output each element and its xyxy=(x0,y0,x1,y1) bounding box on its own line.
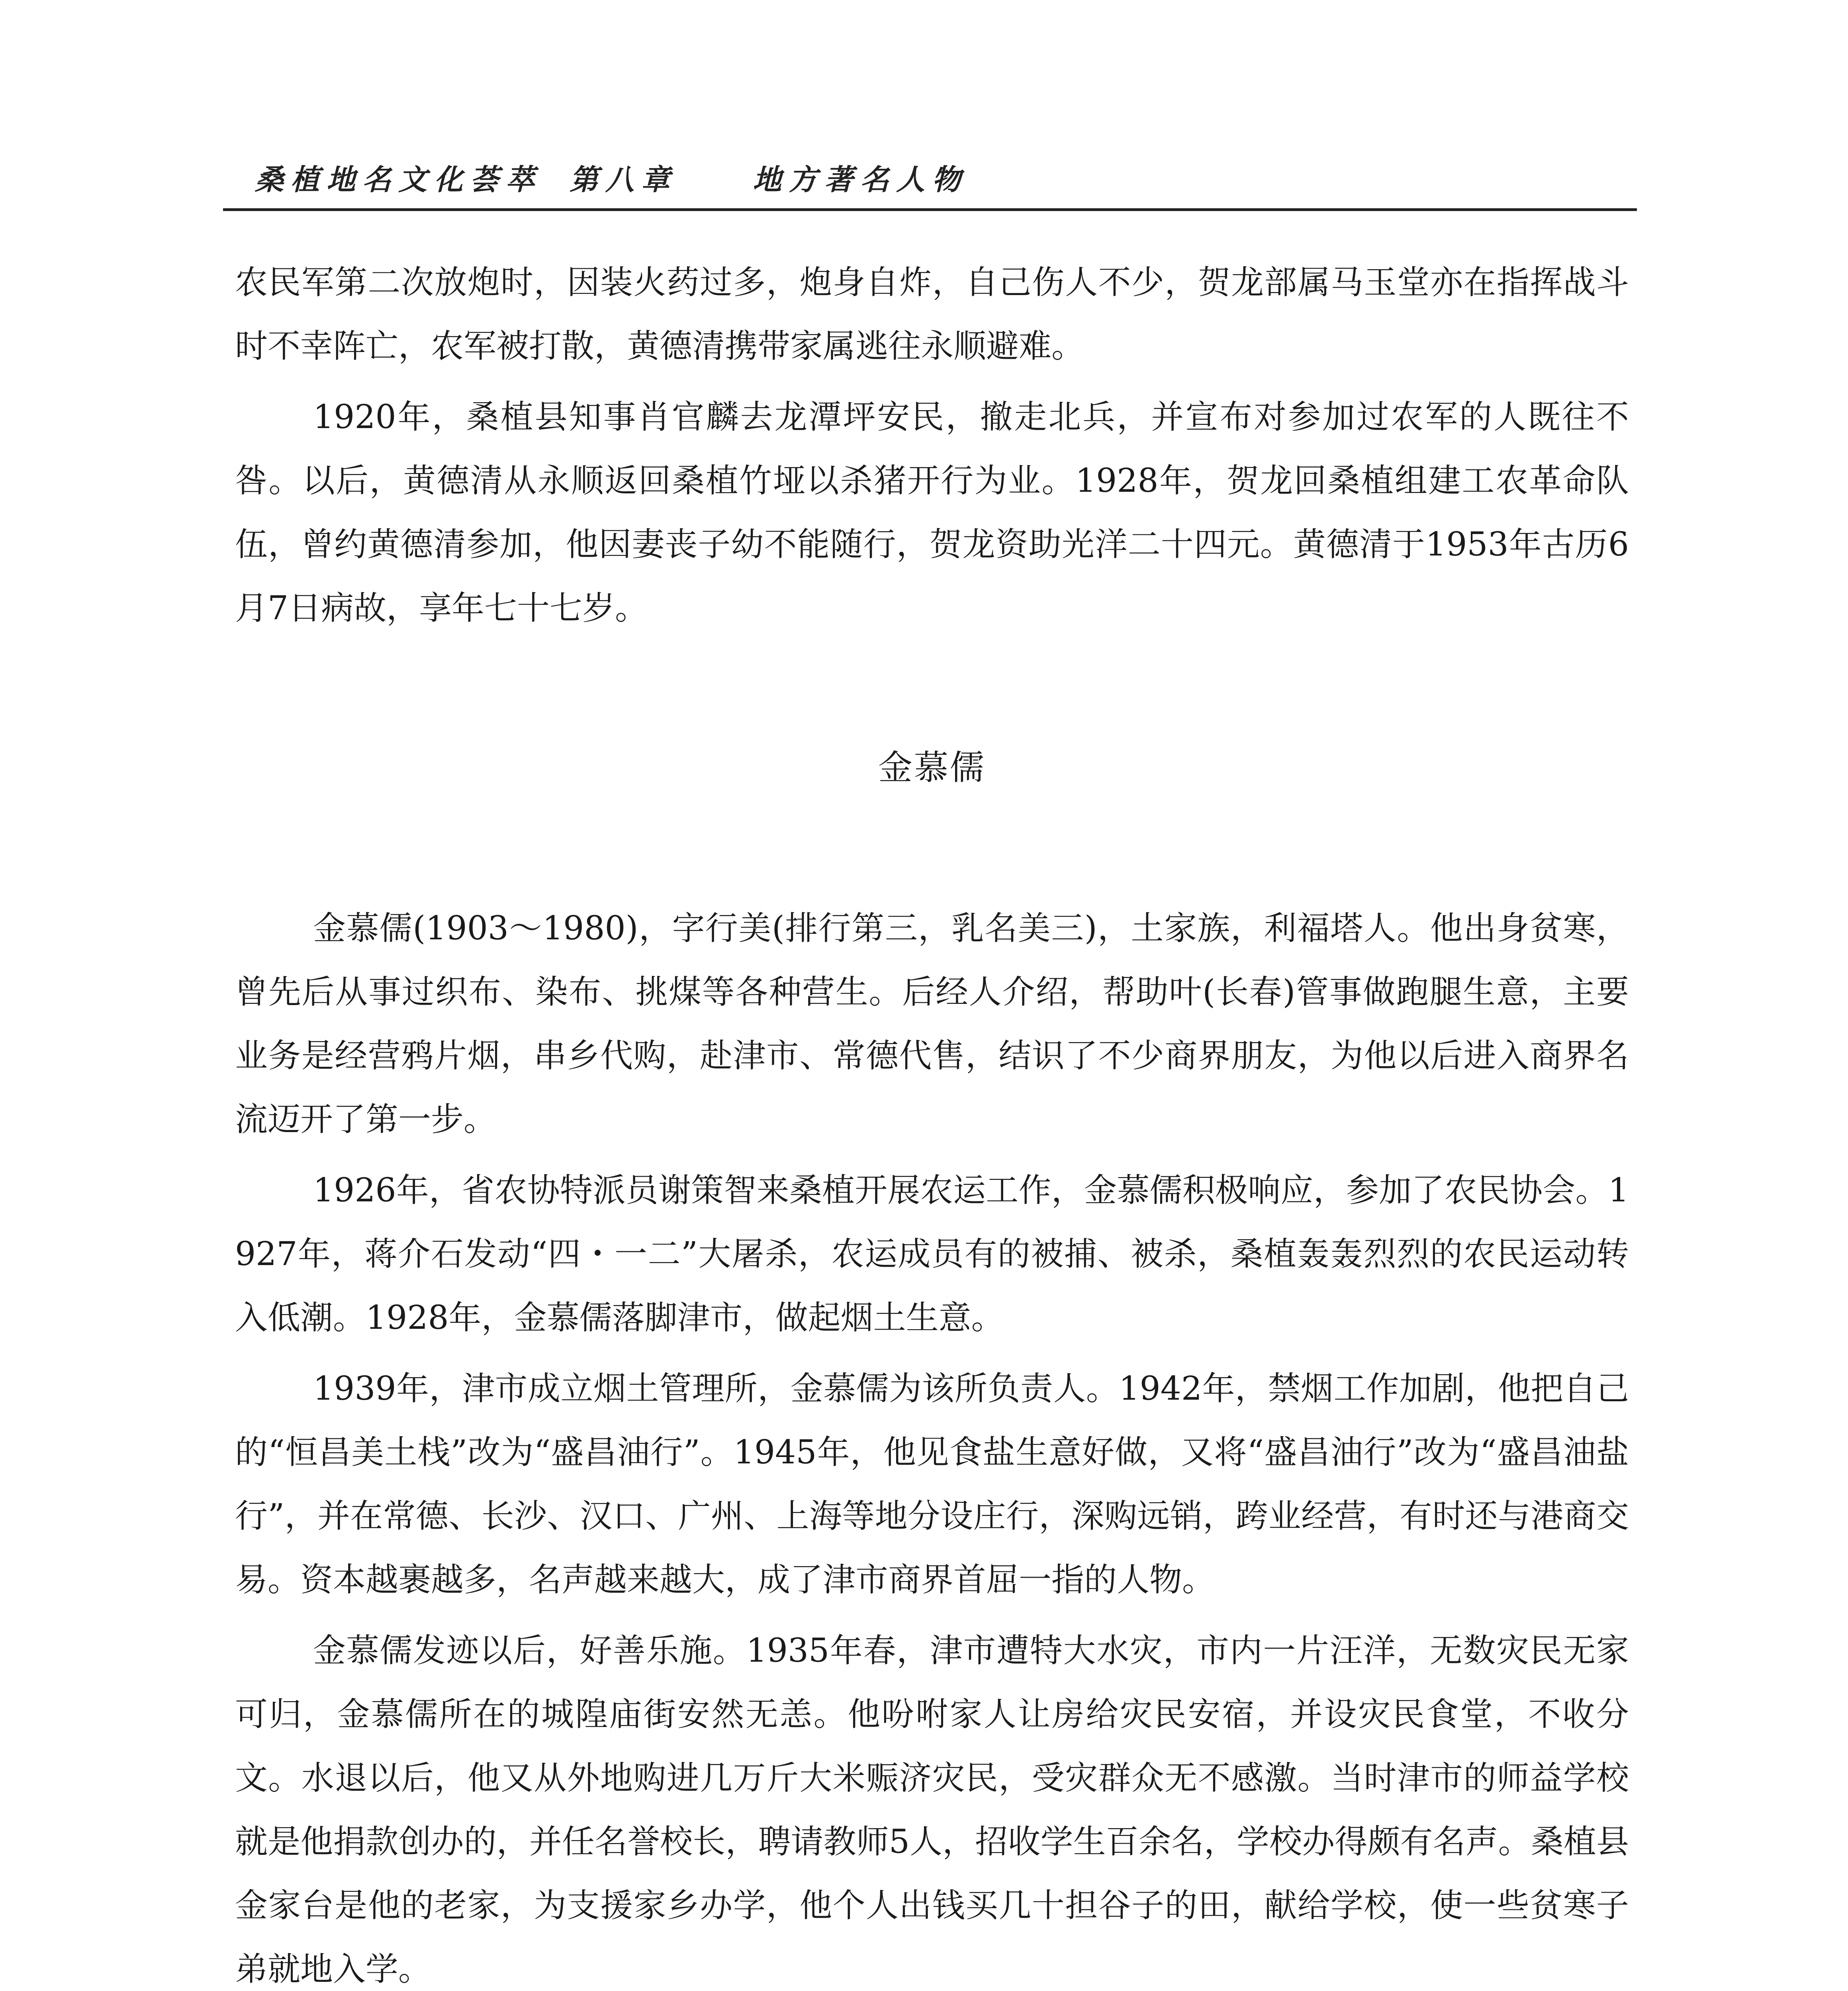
paragraph-continued: 农民军第二次放炮时，因装火药过多，炮身自炸，自己伤人不少，贺龙部属马玉堂亦在指挥战斗时不幸阵亡，农军被打散，黄德清携带家属逃往永顺避难。 xyxy=(235,264,1629,365)
section-title: 金慕儒 xyxy=(878,748,986,788)
book-title: 桑植地名文化荟萃 xyxy=(255,163,542,196)
paragraph: 1926年，省农协特派员谢策智来桑植开展农运工作，金慕儒积极响应，参加了农民协会。1927年，蒋介石发动“四・一二”大屠杀，农运成员有的被捕、被杀，桑植轰轰烈烈的农民运动转入低潮。1928年，金慕儒落脚津市，做起烟土生意。 xyxy=(235,1172,1629,1337)
chapter-title: 地方著名人物 xyxy=(753,163,968,196)
header-divider xyxy=(223,208,1637,211)
paragraph: 1920年，桑植县知事肖官麟去龙潭坪安民，撤走北兵，并宣布对参加过农军的人既往不咎。以后，黄德清从永顺返回桑植竹垭以杀猪开行为业。1928年，贺龙回桑植组建工农革命队伍，曾约黄德清参加，他因妻丧子幼不能随行，贺龙资助光洋二十四元。黄德清于1953年古历6月7日病故，享年七十七岁。 xyxy=(235,398,1629,627)
chapter-label: 第八章 xyxy=(570,163,677,196)
running-header xyxy=(255,147,1641,207)
paragraph: 金慕儒(1903～1980)，字行美(排行第三，乳名美三)，土家族，利福塔人。他出身贫寒，曾先后从事过织布、染布、挑煤等各种营生。后经人介绍，帮助叶(长春)管事做跑腿生意，主要业务是经营鸦片烟，串乡代购，赴津市、常德代售，结识了不少商界朋友，为他以后进入商界名流迈开了第一步。 xyxy=(235,909,1629,1138)
page-body xyxy=(235,251,1629,1991)
paragraph: 金慕儒发迹以后，好善乐施。1935年春，津市遭特大水灾，市内一片汪洋，无数灾民无家可归，金慕儒所在的城隍庙街安然无恙。他吩咐家人让房给灾民安宿，并设灾民食堂，不收分文。水退以后，他又从外地购进几万斤大米赈济灾民，受灾群众无不感激。当时津市的师益学校就是他捐款创办的，并任名誉校长，聘请教师5人，招收学生百余名，学校办得颇有名声。桑植县金家台是他的老家，为支援家乡办学，他个人出钱买几十担谷子的田，献给学校，使一些贫寒子弟就地入学。 xyxy=(235,1632,1629,1988)
paragraph: 1939年，津市成立烟土管理所，金慕儒为该所负责人。1942年，禁烟工作加剧，他把自己的“恒昌美土栈”改为“盛昌油行”。1945年，他见食盐生意好做，又将“盛昌油行”改为“盛昌油盐行”，并在常德、长沙、汉口、广州、上海等地分设庄行，深购远销，跨业经营，有时还与港商交易。资本越裹越多，名声越来越大，成了津市商界首屈一指的人物。 xyxy=(235,1370,1629,1599)
